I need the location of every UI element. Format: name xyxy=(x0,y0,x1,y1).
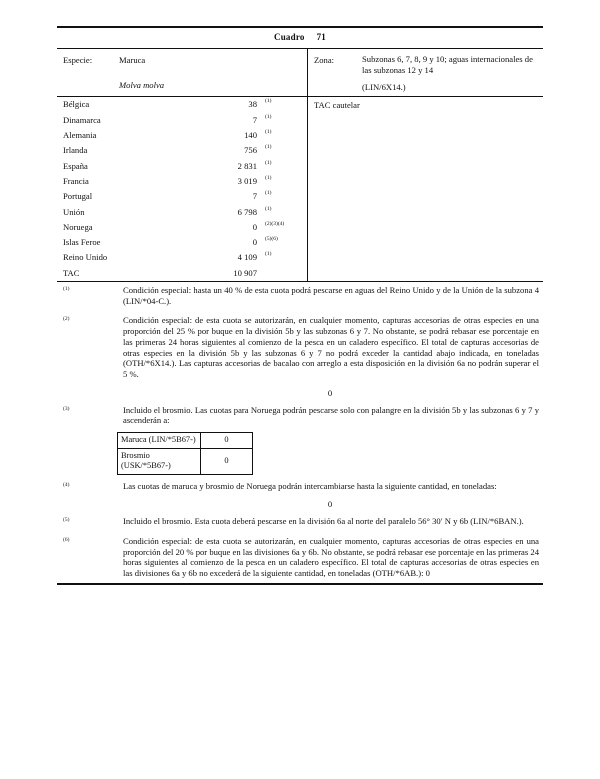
footnote-mark: (3) xyxy=(63,405,70,412)
tac-type-note: TAC cautelar xyxy=(314,100,360,111)
zone-text: Subzonas 6, 7, 8, 9 y 10; aguas internacionales de las subzonas 12 y 14 xyxy=(362,54,533,75)
quota-value: 0 xyxy=(252,221,257,232)
footnote-text: Las cuotas de maruca y brosmio de Noruega podrán intercambiarse hasta la siguiente cantidad, en toneladas: xyxy=(123,480,497,491)
country-name: Noruega xyxy=(63,221,93,232)
allocation-row xyxy=(57,250,307,265)
country-name: España xyxy=(63,160,88,171)
footnote-4 xyxy=(57,481,543,492)
country-name: Islas Feroe xyxy=(63,237,101,248)
allocation-row xyxy=(57,128,307,143)
allocation-row xyxy=(57,174,307,189)
footnote-ref: (1) xyxy=(265,159,272,166)
zone-code: (LIN/6X14.) xyxy=(362,81,406,92)
footnote-text: Condición especial: hasta un 40 % de esta cuota podrá pescarse en aguas del Reino Unido y de la Unión de la subzona 4 (LIN/*04-C.). xyxy=(123,285,539,306)
species-label: Especie: xyxy=(63,55,93,66)
allocation-row xyxy=(57,143,307,158)
table-title xyxy=(57,26,543,49)
allocation-section xyxy=(57,97,543,282)
species-code-cell: Brosmio (USK/*5B67-) xyxy=(118,448,201,474)
value-cell: 0 xyxy=(201,448,253,474)
footnote-mark: (6) xyxy=(63,536,70,543)
country-name: Francia xyxy=(63,175,89,186)
allocation-list xyxy=(57,97,308,281)
table-header xyxy=(57,49,543,97)
footnote-ref: (1) xyxy=(265,205,272,212)
footnote-2-value: 0 xyxy=(327,387,333,398)
quota-value: 0 xyxy=(252,237,257,248)
country-name: Unión xyxy=(63,206,85,217)
country-name: Bélgica xyxy=(63,99,90,110)
footnote-2 xyxy=(57,315,543,379)
allocation-row xyxy=(57,97,307,112)
country-name: Reino Unido xyxy=(63,252,108,263)
allocation-row-tac xyxy=(57,266,307,281)
table-row xyxy=(118,448,253,474)
quota-value: 2 831 xyxy=(237,160,257,171)
quota-value: 140 xyxy=(244,130,257,141)
country-name: Irlanda xyxy=(63,145,88,156)
species-value xyxy=(119,49,164,96)
footnote-ref: (2)(3)(4) xyxy=(265,220,285,227)
table-title-label: Cuadro xyxy=(274,32,305,42)
footnote-ref: (1) xyxy=(265,144,272,151)
footnote-mark: (1) xyxy=(63,286,70,293)
quota-value: 38 xyxy=(248,99,257,110)
zone-label: Zona: xyxy=(314,55,335,66)
allocation-row xyxy=(57,159,307,174)
footnote-ref: (1) xyxy=(265,113,272,120)
footnote-5 xyxy=(57,516,543,527)
allocation-row xyxy=(57,235,307,250)
footnote-6 xyxy=(57,536,543,579)
footnote-ref: (5)(6) xyxy=(265,236,278,243)
quota-value: 10 907 xyxy=(233,267,257,278)
quota-value: 4 109 xyxy=(237,252,257,263)
footnote-mark: (4) xyxy=(63,481,70,488)
footnote-ref: (1) xyxy=(265,129,272,136)
footnote-text: Incluido el brosmio. Esta cuota deberá pescarse en la división 6a al norte del paralelo 56° 30′ N y 6b (LIN/*6BAN.). xyxy=(123,516,524,527)
footnote-ref: (1) xyxy=(265,190,272,197)
quota-value: 7 xyxy=(252,191,257,202)
footnotes xyxy=(57,285,543,585)
footnote-ref: (1) xyxy=(265,98,272,105)
species-code-cell: Maruca (LIN/*5B67-) xyxy=(118,433,201,449)
table-row xyxy=(118,433,253,449)
species-cell xyxy=(57,49,308,96)
footnote-mark: (5) xyxy=(63,517,70,524)
norway-quota-table xyxy=(117,432,253,475)
footnote-ref xyxy=(257,266,265,267)
country-name: Portugal xyxy=(63,191,93,202)
quota-value: 3 019 xyxy=(237,175,257,186)
footnote-ref: (1) xyxy=(265,251,272,258)
quota-value: 756 xyxy=(244,145,257,156)
footnote-1 xyxy=(57,285,543,306)
footnote-text: Incluido el brosmio. Las cuotas para Noruega podrán pescarse solo con palangre en la división 5b y las subzonas 6 y 7 y ascenderán a: xyxy=(123,404,539,426)
footnote-4-value: 0 xyxy=(327,499,333,510)
footnote-text: Condición especial: de esta cuota se autorizarán, en cualquier momento, capturas accesorias de otras especies en una proporción del 20 % por buque en las divisiones 6a y 6b. No obstante, se podrá rebasar ese porcentaje en las primeras 24 horas siguientes al comienzo de la pesca en un caladero específico. El total de capturas accesorias de otras especies en las divisiones 6a y 6b no excederá de la siguiente cantidad, en toneladas (OTH/*6AB.): 0 xyxy=(123,535,539,578)
species-name: Maruca xyxy=(119,55,146,66)
country-name: Alemania xyxy=(63,130,97,141)
species-scientific-name: Molva molva xyxy=(119,79,165,90)
footnote-text: Condición especial: de esta cuota se autorizarán, en cualquier momento, capturas accesorias de otras especies en una proporción del 25 % por buque en la división 5b y las subzonas 6 y 7. No obstante, se podrá rebasar ese porcentaje en las primeras 24 horas siguientes al comienzo de la pesca en un caladero específico. El total de capturas accesorias de otras especies en la división 5b y las subzonas 6 y 7 no podrá exceder la cantidad abajo indicada, en toneladas (OTH/*6X14.). Las capturas accesorias de bacalao con arreglo a esta disposición en la división 6a no podrán superar el 5 %. xyxy=(123,315,539,380)
value-cell: 0 xyxy=(201,433,253,449)
country-name: TAC xyxy=(63,267,80,278)
country-name: Dinamarca xyxy=(63,114,101,125)
quota-value: 7 xyxy=(252,114,257,125)
footnote-mark: (2) xyxy=(63,316,70,323)
table-title-number: 71 xyxy=(316,32,326,42)
zone-value xyxy=(362,49,543,96)
document-page xyxy=(57,26,543,585)
footnote-3 xyxy=(57,405,543,426)
footnote-ref: (1) xyxy=(265,174,272,181)
allocation-row xyxy=(57,220,307,235)
allocation-row xyxy=(57,189,307,204)
allocation-row xyxy=(57,113,307,128)
allocation-row xyxy=(57,205,307,220)
quota-value: 6 798 xyxy=(237,206,257,217)
zone-cell xyxy=(308,49,543,96)
